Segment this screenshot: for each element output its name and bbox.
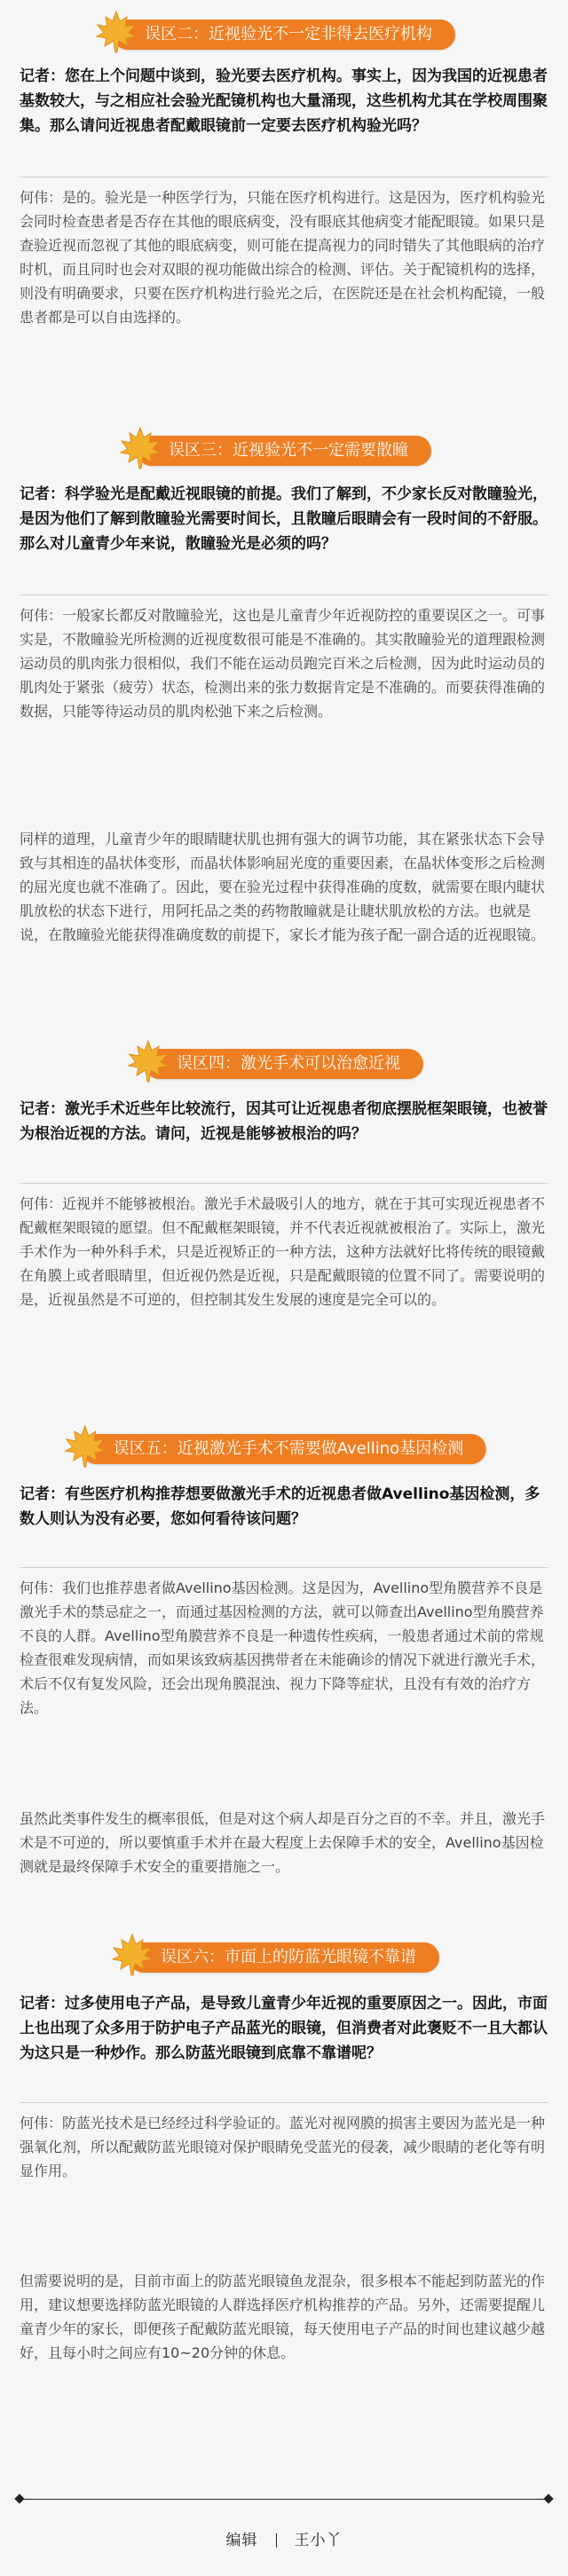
divider (20, 2102, 548, 2103)
answer-paragraph: 何伟：近视并不能够被根治。激光手术最吸引人的地方，就在于其可实现近视患者不配戴框架眼镜的愿望。但不配戴框架眼镜，并不代表近视就被根治了。实际上，激光手术作为一种外科手术，只是近视矫正的一种方法，这种方法就好比将传统的眼镜戴在角膜上或者眼睛里，但近视仍然是近视，只是配戴眼镜的位置不同了。需要说明的是，近视虽然是不可逆的，但控制其发生发展的速度是完全可以的。 (20, 1195, 546, 1308)
reporter-question: 记者：过多使用电子产品，是导致儿童青少年近视的重要原因之一。因此，市面上也出现了众多用于防护电子产品蓝光的眼镜，但消费者对此褒贬不一且大都认为这只是一种炒作。那么防蓝光眼镜到底靠不靠谱呢？ (20, 1995, 548, 2062)
maple-leaf-icon (109, 1932, 155, 1978)
reporter-question: 记者：有些医疗机构推荐想要做激光手术的近视患者做Avellino基因检测，多数人则认为没有必要，您如何看待该问题？ (20, 1485, 540, 1528)
reporter-question: 记者：科学验光是配戴近视眼镜的前提。我们了解到，不少家长反对散瞳验光，是因为他们了解到散瞳验光需要时间长，且散瞳后眼睛会有一段时间的不舒服。那么对儿童青少年来说，散瞳验光是必须的吗？ (20, 485, 548, 553)
section-title: 误区二：近视验光不一定非得去医疗机构 (113, 20, 455, 50)
section-title: 误区四：激光手术可以治愈近视 (145, 1049, 423, 1079)
footer-diamond (14, 2493, 24, 2503)
answer-paragraph: 何伟：是的。验光是一种医学行为，只能在医疗机构进行。这是因为，医疗机构验光会同时检查患者是否存在其他的眼底病变，没有眼底其他病变才能配眼镜。如果只是查验近视而忽视了其他的眼底病变，则可能在提高视力的同时错失了其他眼病的治疗时机，而且同时也会对双眼的视功能做出综合的检测、评估。关于配镜机构的选择，则没有明确要求，只要在医疗机构进行验光之后，在医院还是在社会机构配镜，一般患者都是可以自由选择的。 (20, 189, 546, 326)
editor-credit (0, 2527, 568, 2549)
divider (20, 1567, 548, 1568)
section-title: 误区五：近视激光手术不需要做Avellino基因检测 (82, 1434, 486, 1464)
answer-paragraph: 何伟：防蓝光技术是已经经过科学验证的。蓝光对视网膜的损害主要因为蓝光是一种强氧化剂，所以配戴防蓝光眼镜对保护眼睛免受蓝光的侵袭，减少眼睛的老化等有明显作用。 (20, 2115, 546, 2179)
footer-diamond (543, 2493, 553, 2503)
section-banner (0, 1934, 568, 1980)
section-banner (0, 1040, 568, 1086)
reporter-question: 记者：您在上个问题中谈到，验光要去医疗机构。事实上，因为我国的近视患者基数较大，与之相应社会验光配镜机构也大量涌现，这些机构尤其在学校周围聚集。那么请问近视患者配戴眼镜前一定要去医疗机构验光吗？ (20, 67, 548, 135)
footer-separator (276, 2533, 277, 2548)
maple-leaf-icon (93, 9, 139, 55)
editor-name: 王小丫 (294, 2532, 343, 2549)
section-title: 误区三：近视验光不一定需要散瞳 (137, 436, 431, 466)
maple-leaf-icon (125, 1038, 171, 1084)
editor-label: 编辑 (225, 2532, 258, 2549)
answer-paragraph: 同样的道理，儿童青少年的眼睛睫状肌也拥有强大的调节功能，其在紧张状态下会导致与其相连的晶状体变形，而晶状体影响屈光度的重要因素，在晶状体变形之后检测的屈光度也就不准确了。因此，要在验光过程中获得准确的度数，就需要在眼内睫状肌放松的状态下进行，用阿托品之类的药物散瞳就是让睫状肌放松的方法。也就是说，在散瞳验光能获得准确度数的前提下，家长才能为孩子配一副合适的近视眼镜。 (20, 831, 546, 943)
reporter-question: 记者：激光手术近些年比较流行，因其可让近视患者彻底摆脱框架眼镜，也被誉为根治近视的方法。请问，近视是能够被根治的吗？ (20, 1100, 548, 1143)
footer-rule (20, 2499, 548, 2500)
section-title: 误区六：市面上的防蓝光眼镜不靠谱 (129, 1942, 439, 1973)
divider (20, 1183, 548, 1184)
maple-leaf-icon (117, 425, 163, 471)
maple-leaf-icon (62, 1423, 108, 1469)
answer-paragraph: 何伟：一般家长都反对散瞳验光，这也是儿童青少年近视防控的重要误区之一。可事实是，不散瞳验光所检测的近视度数很可能是不准确的。其实散瞳验光的道理跟检测运动员的肌肉张力很相似，我们不能在运动员跑完百米之后检测，因为此时运动员的肌肉处于紧张（疲劳）状态，检测出来的张力数据肯定是不准确的。而要获得准确的数据，只能等待运动员的肌肉松弛下来之后检测。 (20, 607, 546, 720)
answer-paragraph: 但需要说明的是，目前市面上的防蓝光眼镜鱼龙混杂，很多根本不能起到防蓝光的作用，建议想要选择防蓝光眼镜的人群选择医疗机构推荐的产品。另外，还需要提醒儿童青少年的家长，即便孩子配戴防蓝光眼镜，每天使用电子产品的时间也建议越少越好，且每小时之间应有10~20分钟的休息。 (20, 2273, 546, 2361)
section-banner (0, 1425, 568, 1471)
answer-paragraph: 虽然此类事件发生的概率很低，但是对这个病人却是百分之百的不幸。并且，激光手术是不可逆的，所以要慎重手术并在最大程度上去保障手术的安全，Avellino基因检测就是最终保障手术安全的重要措施之一。 (20, 1810, 546, 1875)
section-banner (0, 11, 568, 57)
answer-paragraph: 何伟：我们也推荐患者做Avellino基因检测。这是因为，Avellino型角膜营养不良是激光手术的禁忌症之一，而通过基因检测的方法，就可以筛查出Avellino型角膜营养不良的人群。Avellino型角膜营养不良是一种遗传性疾病，一般患者通过术前的常规检查很难发现病情，而如果该致病基因携带者在未能确诊的情况下就进行激光手术，术后不仅有复发风险，还会出现角膜混浊、视力下降等症状，且没有有效的治疗方法。 (20, 1579, 546, 1716)
section-banner (0, 427, 568, 473)
